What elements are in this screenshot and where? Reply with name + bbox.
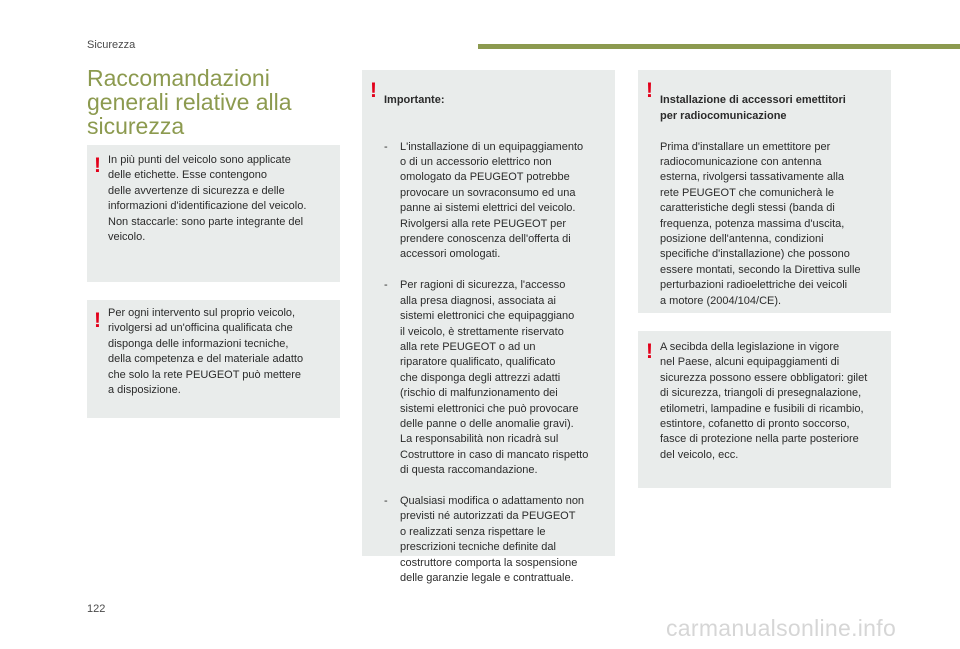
watermark: carmanualsonline.info: [666, 615, 897, 641]
list-dash: -: [384, 279, 388, 292]
section-label: Sicurezza: [87, 39, 136, 51]
list-dash: -: [384, 494, 388, 507]
important-heading: Importante:: [384, 94, 445, 107]
list-item: [384, 494, 616, 586]
warning-box-radio: [638, 70, 891, 313]
radio-content: [660, 78, 891, 325]
equipment-text: A secibda della legislazione in vigore nel Paese, alcuni equipaggiamenti di sicurezza possono essere obbligatori: gilet di sicurezza, triangoli di presegnalazione, etilometri, lampadine e fusibili di ricambio, estintore, cofanetto di pronto soccorso, fasce di protezione nella parte posteriore del veicolo, ecc.: [660, 341, 868, 461]
warning-box-service: [87, 300, 340, 418]
list-item-text: Qualsiasi modifica o adattamento non previsti né autorizzati da PEUGEOT o realizzati senza rispettare le prescrizioni tecniche definite dal costruttore comporta la sospensione delle garanzie legale e contrattuale.: [400, 494, 585, 584]
page-number: 122: [87, 603, 106, 615]
radio-heading: Installazione di accessori emettitori per radiocomunicazione: [660, 94, 846, 122]
list-item: [384, 278, 616, 478]
list-dash: -: [384, 140, 388, 153]
warning-icon: !: [94, 154, 101, 177]
list-item: [384, 140, 616, 263]
important-content: [384, 78, 616, 617]
warning-box-labels: [87, 145, 340, 282]
list-item-text: Per ragioni di sicurezza, l'accesso alla presa diagnosi, associata ai sistemi elettronici che equipaggiano il veicolo, è strettamente riservato alla rete PEUGEOT o ad un riparatore qualificato, qualificato che disponga degli attrezzi adatti (rischio di malfunzionamento dei sistemi elettronici che può provocare delle panne o delle anomalie gravi). La responsabilità non ricadrà sul Costruttore in caso di mancato rispetto di questa raccomandazione.: [400, 279, 589, 477]
warning-icon: !: [646, 340, 653, 363]
warning-box-equipment: [638, 331, 891, 488]
radio-text: Prima d'installare un emettitore per radiocomunicazione con antenna esterna, rivolgersi tassativamente alla rete PEUGEOT che comunicherà le caratteristiche degli stessi (banda di frequenza, potenza massima d'uscita, posizione dell'antenna, condizioni specifiche d'installazione) che possono essere montati, secondo la Direttiva sulle perturbazioni radioelettriche dei veicoli a motore (2004/104/CE).: [660, 140, 861, 307]
section-bar: [478, 44, 960, 49]
page-title: Raccomandazioni generali relative alla sicurezza: [87, 65, 292, 139]
service-text: Per ogni intervento sul proprio veicolo, rivolgersi ad un'officina qualificata che disponga delle informazioni tecniche, della competenza e del materiale adatto che solo la rete PEUGEOT può mettere a disposizione.: [108, 307, 304, 397]
warning-icon: !: [94, 309, 101, 332]
list-item-text: L'installazione di un equipaggiamento o di un accessorio elettrico non omologato da PEUGEOT potrebbe provocare un sovraconsumo ed una panne ai sistemi elettrici del veicolo. Rivolgersi alla rete PEUGEOT per prendere conoscenza dell'offerta di accessori omologati.: [400, 140, 584, 261]
warning-icon: !: [370, 79, 377, 102]
labels-text: In più punti del veicolo sono applicate delle etichette. Esse contengono delle avvertenze di sicurezza e delle informazioni d'identificazione del veicolo. Non staccarle: sono parte integrante del veicolo.: [108, 154, 307, 244]
important-list: [384, 124, 616, 602]
warning-icon: !: [646, 79, 653, 102]
warning-box-important: [362, 70, 615, 584]
